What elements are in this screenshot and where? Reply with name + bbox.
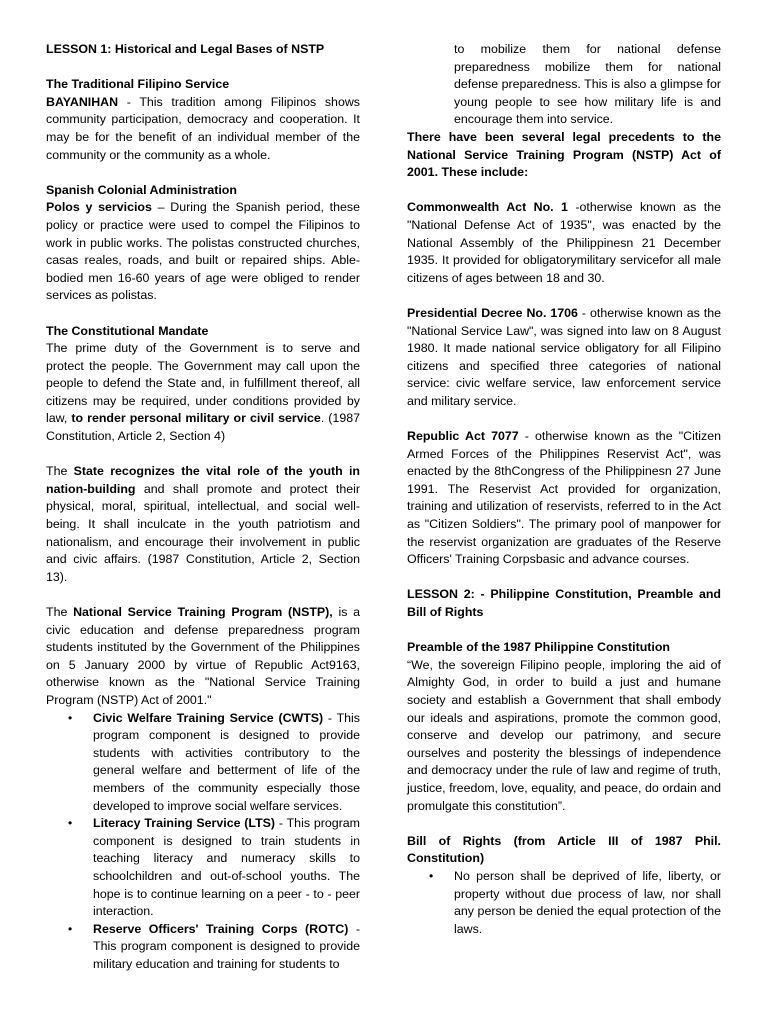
bullet-icon: • (68, 710, 73, 725)
lesson1-title: LESSON 1: Historical and Legal Bases of NSTP (46, 42, 325, 56)
preamble-heading: Preamble of the 1987 Philippine Constitution (407, 640, 670, 655)
rotc-continuation: to mobilize them for national defense preparedness mobilize them for national defense preparedness. This is also a glimpse for young people to see how military life is and encourage them into service. (454, 42, 721, 127)
presidential-decree-paragraph: Presidential Decree No. 1706 - otherwise known as the "National Service Law", was signed into law on 8 August 1980. It made national service obligatory for all Filipino citizens and specified three categories of national service: civic welfare service, law enforcement service and military service. (407, 305, 721, 408)
bullet-icon: • (68, 921, 73, 936)
constitutional-heading: The Constitutional Mandate (46, 323, 209, 338)
nstp-components-list (46, 710, 360, 974)
bullet-icon: • (68, 816, 73, 831)
spanish-heading: Spanish Colonial Administration (46, 182, 237, 197)
left-column (46, 41, 360, 973)
preamble-text: “We, the sovereign Filipino people, imploring the aid of Almighty God, in order to build a just and humane society and establish a Government that shall embody our ideals and aspirations, promote the common good, conserve and develop our patrimony, and secure ourselves and posterity the blessings of independence and democracy under the rule of law and regime of truth, justice, freedom, love, equality, and peace, do ordain and promulgate this constitution”. (407, 657, 721, 813)
list-item: • Reserve Officers' Training Corps (ROTC) - This program component is designed to provide military education and training for students to (68, 921, 360, 971)
republic-act-paragraph: Republic Act 7077 - otherwise known as the "Citizen Armed Forces of the Philippines Reservist Act", was enacted by the 8thCongress of the Philippinesn 27 June 1991. The Reservist Act provided for organization, training and utilization of reservists, referred to in the Act as "Citizen Soldiers". The primary pool of manpower for the reservist organization are graduates of the Reserve Officers' Training Corpsbasic and advance courses. (407, 429, 721, 567)
state-youth-paragraph: The State recognizes the vital role of the youth in nation-building and shall promote and protect their physical, moral, spiritual, intellectual, and social well-being. It shall inculcate in the youth patriotism and nationalism, and encourage their involvement in public and civic affairs. (1987 Constitution, Article 2, Section 13). (46, 464, 360, 584)
list-item: • Literacy Training Service (LTS) - This program component is designed to train students in teaching literacy and numeracy skills to schoolchildren and out-of-school youths. The hope is to continue learning on a peer - to - peer interaction. (68, 816, 360, 919)
bill-of-rights-heading: Bill of Rights (from Article III of 1987 Phil. Constitution) (407, 833, 721, 866)
commonwealth-act-paragraph: Commonwealth Act No. 1 -otherwise known as the "National Defense Act of 1935", was enacted by the National Assembly of the Philippinesn 21 December 1935. It provided for obligatorymilitary servicefor all male citizens of ages between 18 and 30. (407, 200, 721, 285)
nstp-paragraph: The National Service Training Program (NSTP), is a civic education and defense preparedness program students instituted by the Government of the Philippines on 5 January 2000 by virtue of Republic Act9163, otherwise known as the "National Service Training Program (NSTP) Act of 2001." (46, 605, 360, 707)
bullet-icon: • (429, 868, 434, 883)
lesson2-title: LESSON 2: - Philippine Constitution, Preamble and Bill of Rights (407, 587, 721, 619)
legal-precedents-intro: There have been several legal precedents to the National Service Training Program (NSTP) Act of 2001. These include: (407, 129, 721, 180)
polos-paragraph: Polos y servicios – During the Spanish period, these policy or practice were used to compel the Filipinos to work in public works. The polistas constructed churches, casas reales, roads, and built or repaired ships. Able-bodied men 16-60 years of age were obliged to render services as polistas. (46, 200, 360, 303)
bayanihan-paragraph: BAYANIHAN - This tradition among Filipinos shows community participation, democracy and cooperation. It may be for the benefit of an individual member of the community or the community as a whole. (46, 94, 360, 162)
bill-of-rights-list (407, 868, 721, 938)
right-column (407, 41, 721, 938)
list-item: • Civic Welfare Training Service (CWTS) - This program component is designed to provide students with activities contributory to the general welfare and betterment of life of the members of the community especially those developed to improve social welfare services. (68, 710, 360, 813)
constitutional-paragraph: The prime duty of the Government is to serve and protect the people. The Government may call upon the people to defend the State and, in fulfillment thereof, all citizens may be required, under conditions provided by law, to render personal military or civil service. (1987 Constitution, Article 2, Section 4) (46, 341, 360, 444)
list-item: • No person shall be deprived of life, liberty, or property without due process of law, nor shall any person be denied the equal protection of the laws. (429, 868, 721, 936)
traditional-heading: The Traditional Filipino Service (46, 77, 230, 92)
